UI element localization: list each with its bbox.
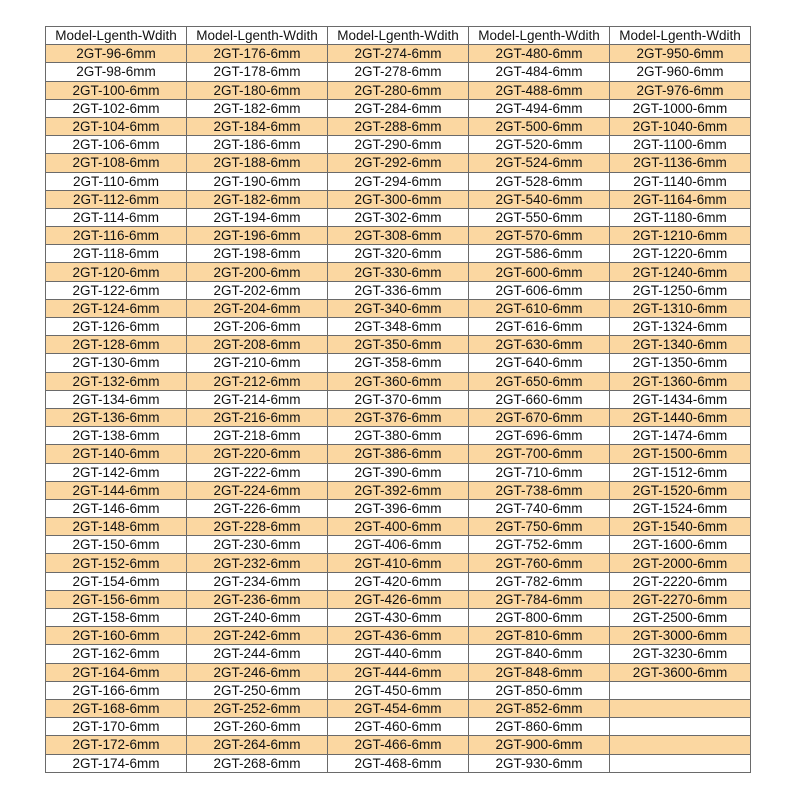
table-cell: 2GT-466-6mm [328, 736, 469, 754]
table-cell: 2GT-104-6mm [46, 117, 187, 135]
table-cell: 2GT-204-6mm [187, 299, 328, 317]
table-cell: 2GT-1440-6mm [610, 408, 751, 426]
table-cell: 2GT-124-6mm [46, 299, 187, 317]
table-cell: 2GT-154-6mm [46, 572, 187, 590]
table-cell: 2GT-132-6mm [46, 372, 187, 390]
table-cell: 2GT-450-6mm [328, 681, 469, 699]
table-row [46, 318, 751, 336]
table-row [46, 227, 751, 245]
table-cell: 2GT-98-6mm [46, 63, 187, 81]
table-cell: 2GT-610-6mm [469, 299, 610, 317]
table-cell: 2GT-696-6mm [469, 427, 610, 445]
table-cell: 2GT-436-6mm [328, 627, 469, 645]
table-row [46, 117, 751, 135]
table-row [46, 245, 751, 263]
table-cell: 2GT-160-6mm [46, 627, 187, 645]
table-cell: 2GT-148-6mm [46, 518, 187, 536]
table-cell: 2GT-264-6mm [187, 736, 328, 754]
table-cell: 2GT-752-6mm [469, 536, 610, 554]
table-cell: 2GT-280-6mm [328, 81, 469, 99]
table-cell: 2GT-116-6mm [46, 227, 187, 245]
table-cell: 2GT-330-6mm [328, 263, 469, 281]
table-cell: 2GT-350-6mm [328, 336, 469, 354]
table-cell: 2GT-586-6mm [469, 245, 610, 263]
table-cell: 2GT-250-6mm [187, 681, 328, 699]
table-cell: 2GT-206-6mm [187, 318, 328, 336]
table-cell: 2GT-168-6mm [46, 699, 187, 717]
table-cell: 2GT-134-6mm [46, 390, 187, 408]
table-cell: 2GT-3600-6mm [610, 663, 751, 681]
table-cell: 2GT-1512-6mm [610, 463, 751, 481]
table-cell: 2GT-294-6mm [328, 172, 469, 190]
table-cell: 2GT-570-6mm [469, 227, 610, 245]
table-row [46, 281, 751, 299]
column-header: Model-Lgenth-Wdith [610, 27, 751, 45]
table-cell: 2GT-440-6mm [328, 645, 469, 663]
table-cell: 2GT-1540-6mm [610, 518, 751, 536]
table-row [46, 372, 751, 390]
table-cell: 2GT-100-6mm [46, 81, 187, 99]
table-cell: 2GT-860-6mm [469, 718, 610, 736]
table-row [46, 408, 751, 426]
table-cell: 2GT-1474-6mm [610, 427, 751, 445]
table-cell: 2GT-396-6mm [328, 499, 469, 517]
table-cell [610, 681, 751, 699]
table-cell: 2GT-784-6mm [469, 590, 610, 608]
table-cell: 2GT-360-6mm [328, 372, 469, 390]
table-cell: 2GT-150-6mm [46, 536, 187, 554]
table-cell: 2GT-480-6mm [469, 45, 610, 63]
table-cell: 2GT-976-6mm [610, 81, 751, 99]
table-cell: 2GT-202-6mm [187, 281, 328, 299]
table-cell: 2GT-1136-6mm [610, 154, 751, 172]
table-row [46, 445, 751, 463]
table-cell: 2GT-468-6mm [328, 754, 469, 772]
table-cell: 2GT-252-6mm [187, 699, 328, 717]
table-cell: 2GT-616-6mm [469, 318, 610, 336]
table-cell: 2GT-810-6mm [469, 627, 610, 645]
table-row [46, 45, 751, 63]
table-cell: 2GT-234-6mm [187, 572, 328, 590]
table-cell: 2GT-1434-6mm [610, 390, 751, 408]
table-row [46, 627, 751, 645]
table-cell: 2GT-700-6mm [469, 445, 610, 463]
table-row [46, 354, 751, 372]
table-cell: 2GT-216-6mm [187, 408, 328, 426]
table-cell: 2GT-172-6mm [46, 736, 187, 754]
table-cell: 2GT-710-6mm [469, 463, 610, 481]
table-cell: 2GT-274-6mm [328, 45, 469, 63]
table-cell: 2GT-370-6mm [328, 390, 469, 408]
table-cell: 2GT-140-6mm [46, 445, 187, 463]
table-row [46, 463, 751, 481]
table-row [46, 336, 751, 354]
table-cell: 2GT-290-6mm [328, 136, 469, 154]
table-cell: 2GT-3000-6mm [610, 627, 751, 645]
table-cell: 2GT-488-6mm [469, 81, 610, 99]
table-cell: 2GT-162-6mm [46, 645, 187, 663]
table-cell: 2GT-300-6mm [328, 190, 469, 208]
table-body [46, 45, 751, 773]
table-cell: 2GT-1210-6mm [610, 227, 751, 245]
table-cell: 2GT-278-6mm [328, 63, 469, 81]
table-cell: 2GT-152-6mm [46, 554, 187, 572]
table-cell: 2GT-640-6mm [469, 354, 610, 372]
table-cell: 2GT-2500-6mm [610, 609, 751, 627]
table-cell: 2GT-114-6mm [46, 208, 187, 226]
table-cell: 2GT-308-6mm [328, 227, 469, 245]
table-cell: 2GT-292-6mm [328, 154, 469, 172]
table-row [46, 736, 751, 754]
table-cell: 2GT-400-6mm [328, 518, 469, 536]
table-cell: 2GT-1350-6mm [610, 354, 751, 372]
table-cell: 2GT-340-6mm [328, 299, 469, 317]
table-cell: 2GT-650-6mm [469, 372, 610, 390]
table-cell: 2GT-232-6mm [187, 554, 328, 572]
table-row [46, 554, 751, 572]
table-cell: 2GT-1000-6mm [610, 99, 751, 117]
table-cell: 2GT-1360-6mm [610, 372, 751, 390]
table-cell: 2GT-130-6mm [46, 354, 187, 372]
table-cell: 2GT-218-6mm [187, 427, 328, 445]
table-row [46, 754, 751, 772]
table-cell: 2GT-410-6mm [328, 554, 469, 572]
table-cell: 2GT-900-6mm [469, 736, 610, 754]
table-cell: 2GT-224-6mm [187, 481, 328, 499]
table-cell: 2GT-930-6mm [469, 754, 610, 772]
table-cell: 2GT-108-6mm [46, 154, 187, 172]
column-header: Model-Lgenth-Wdith [187, 27, 328, 45]
table-cell: 2GT-1220-6mm [610, 245, 751, 263]
table-cell: 2GT-112-6mm [46, 190, 187, 208]
table-cell: 2GT-146-6mm [46, 499, 187, 517]
table-cell: 2GT-102-6mm [46, 99, 187, 117]
table-cell: 2GT-390-6mm [328, 463, 469, 481]
table-row [46, 136, 751, 154]
table-cell: 2GT-1250-6mm [610, 281, 751, 299]
belt-size-table [45, 26, 751, 773]
table-cell: 2GT-800-6mm [469, 609, 610, 627]
table-cell: 2GT-1524-6mm [610, 499, 751, 517]
table-row [46, 99, 751, 117]
table-cell: 2GT-118-6mm [46, 245, 187, 263]
table-cell: 2GT-1180-6mm [610, 208, 751, 226]
table-cell: 2GT-426-6mm [328, 590, 469, 608]
table-cell: 2GT-186-6mm [187, 136, 328, 154]
table-row [46, 63, 751, 81]
table-cell: 2GT-106-6mm [46, 136, 187, 154]
table-cell: 2GT-284-6mm [328, 99, 469, 117]
table-cell: 2GT-180-6mm [187, 81, 328, 99]
table-cell: 2GT-500-6mm [469, 117, 610, 135]
table-row [46, 663, 751, 681]
table-cell: 2GT-142-6mm [46, 463, 187, 481]
table-row [46, 190, 751, 208]
table-cell: 2GT-136-6mm [46, 408, 187, 426]
table-cell: 2GT-268-6mm [187, 754, 328, 772]
table-cell: 2GT-170-6mm [46, 718, 187, 736]
table-cell: 2GT-1100-6mm [610, 136, 751, 154]
table-row [46, 427, 751, 445]
table-cell: 2GT-196-6mm [187, 227, 328, 245]
table-cell: 2GT-164-6mm [46, 663, 187, 681]
table-cell: 2GT-348-6mm [328, 318, 469, 336]
table-cell: 2GT-2270-6mm [610, 590, 751, 608]
table-row [46, 263, 751, 281]
table-row [46, 81, 751, 99]
table-cell: 2GT-244-6mm [187, 645, 328, 663]
table-cell: 2GT-166-6mm [46, 681, 187, 699]
table-cell: 2GT-740-6mm [469, 499, 610, 517]
table-cell: 2GT-144-6mm [46, 481, 187, 499]
table-cell: 2GT-176-6mm [187, 45, 328, 63]
table-cell: 2GT-852-6mm [469, 699, 610, 717]
table-row [46, 590, 751, 608]
table-cell: 2GT-246-6mm [187, 663, 328, 681]
table-cell: 2GT-840-6mm [469, 645, 610, 663]
table-cell: 2GT-200-6mm [187, 263, 328, 281]
table-cell: 2GT-184-6mm [187, 117, 328, 135]
table-cell: 2GT-174-6mm [46, 754, 187, 772]
table-cell: 2GT-226-6mm [187, 499, 328, 517]
table-cell: 2GT-460-6mm [328, 718, 469, 736]
column-header: Model-Lgenth-Wdith [46, 27, 187, 45]
table-cell: 2GT-182-6mm [187, 99, 328, 117]
table-cell: 2GT-260-6mm [187, 718, 328, 736]
table-row [46, 536, 751, 554]
table-cell: 2GT-188-6mm [187, 154, 328, 172]
table-cell: 2GT-228-6mm [187, 518, 328, 536]
table-cell: 2GT-128-6mm [46, 336, 187, 354]
table-cell: 2GT-600-6mm [469, 263, 610, 281]
table-cell: 2GT-122-6mm [46, 281, 187, 299]
table-cell: 2GT-1520-6mm [610, 481, 751, 499]
table-row [46, 481, 751, 499]
table-cell: 2GT-1600-6mm [610, 536, 751, 554]
table-row [46, 572, 751, 590]
table-cell: 2GT-230-6mm [187, 536, 328, 554]
table-cell: 2GT-540-6mm [469, 190, 610, 208]
table-cell: 2GT-760-6mm [469, 554, 610, 572]
table-cell: 2GT-738-6mm [469, 481, 610, 499]
table-cell: 2GT-288-6mm [328, 117, 469, 135]
table-cell: 2GT-670-6mm [469, 408, 610, 426]
table-cell: 2GT-208-6mm [187, 336, 328, 354]
table-cell: 2GT-1500-6mm [610, 445, 751, 463]
table-cell: 2GT-782-6mm [469, 572, 610, 590]
table-cell: 2GT-1040-6mm [610, 117, 751, 135]
table-cell: 2GT-320-6mm [328, 245, 469, 263]
table-cell: 2GT-484-6mm [469, 63, 610, 81]
table-row [46, 154, 751, 172]
table-cell: 2GT-550-6mm [469, 208, 610, 226]
table-cell: 2GT-302-6mm [328, 208, 469, 226]
table-row [46, 208, 751, 226]
table-cell [610, 718, 751, 736]
table-cell: 2GT-236-6mm [187, 590, 328, 608]
table-cell: 2GT-212-6mm [187, 372, 328, 390]
table-cell: 2GT-386-6mm [328, 445, 469, 463]
table-cell: 2GT-240-6mm [187, 609, 328, 627]
table-cell: 2GT-242-6mm [187, 627, 328, 645]
table-cell: 2GT-110-6mm [46, 172, 187, 190]
table-cell: 2GT-1240-6mm [610, 263, 751, 281]
table-cell: 2GT-178-6mm [187, 63, 328, 81]
table-cell: 2GT-2000-6mm [610, 554, 751, 572]
table-row [46, 718, 751, 736]
table-cell: 2GT-524-6mm [469, 154, 610, 172]
table-row [46, 390, 751, 408]
table-row [46, 299, 751, 317]
table-cell: 2GT-1310-6mm [610, 299, 751, 317]
table-cell: 2GT-520-6mm [469, 136, 610, 154]
table-cell: 2GT-120-6mm [46, 263, 187, 281]
table-cell: 2GT-750-6mm [469, 518, 610, 536]
table-cell: 2GT-214-6mm [187, 390, 328, 408]
table-cell: 2GT-630-6mm [469, 336, 610, 354]
table-cell: 2GT-190-6mm [187, 172, 328, 190]
table-row [46, 172, 751, 190]
table-cell: 2GT-156-6mm [46, 590, 187, 608]
table-cell: 2GT-158-6mm [46, 609, 187, 627]
header-row [46, 27, 751, 45]
column-header: Model-Lgenth-Wdith [328, 27, 469, 45]
table-cell [610, 754, 751, 772]
table-cell [610, 699, 751, 717]
table-cell: 2GT-430-6mm [328, 609, 469, 627]
table-cell: 2GT-1324-6mm [610, 318, 751, 336]
table-cell: 2GT-1140-6mm [610, 172, 751, 190]
table-cell: 2GT-444-6mm [328, 663, 469, 681]
table-cell: 2GT-528-6mm [469, 172, 610, 190]
table-cell: 2GT-2220-6mm [610, 572, 751, 590]
table-cell: 2GT-392-6mm [328, 481, 469, 499]
table-row [46, 645, 751, 663]
table-cell: 2GT-850-6mm [469, 681, 610, 699]
table-cell: 2GT-960-6mm [610, 63, 751, 81]
table-row [46, 499, 751, 517]
table-cell: 2GT-194-6mm [187, 208, 328, 226]
table-cell: 2GT-210-6mm [187, 354, 328, 372]
column-header: Model-Lgenth-Wdith [469, 27, 610, 45]
table-cell: 2GT-138-6mm [46, 427, 187, 445]
table-cell: 2GT-182-6mm [187, 190, 328, 208]
table-cell: 2GT-454-6mm [328, 699, 469, 717]
table-cell: 2GT-1164-6mm [610, 190, 751, 208]
table-row [46, 518, 751, 536]
table-cell: 2GT-96-6mm [46, 45, 187, 63]
table-row [46, 609, 751, 627]
table-cell: 2GT-848-6mm [469, 663, 610, 681]
table-cell: 2GT-380-6mm [328, 427, 469, 445]
table-cell: 2GT-606-6mm [469, 281, 610, 299]
table-cell: 2GT-222-6mm [187, 463, 328, 481]
table-cell: 2GT-376-6mm [328, 408, 469, 426]
table-cell: 2GT-420-6mm [328, 572, 469, 590]
table-row [46, 681, 751, 699]
table-cell: 2GT-358-6mm [328, 354, 469, 372]
table-cell: 2GT-336-6mm [328, 281, 469, 299]
table-cell: 2GT-494-6mm [469, 99, 610, 117]
table-cell [610, 736, 751, 754]
table-cell: 2GT-220-6mm [187, 445, 328, 463]
table-cell: 2GT-660-6mm [469, 390, 610, 408]
table-cell: 2GT-1340-6mm [610, 336, 751, 354]
table-cell: 2GT-126-6mm [46, 318, 187, 336]
table-cell: 2GT-406-6mm [328, 536, 469, 554]
table-cell: 2GT-198-6mm [187, 245, 328, 263]
table-cell: 2GT-950-6mm [610, 45, 751, 63]
table-cell: 2GT-3230-6mm [610, 645, 751, 663]
table-row [46, 699, 751, 717]
